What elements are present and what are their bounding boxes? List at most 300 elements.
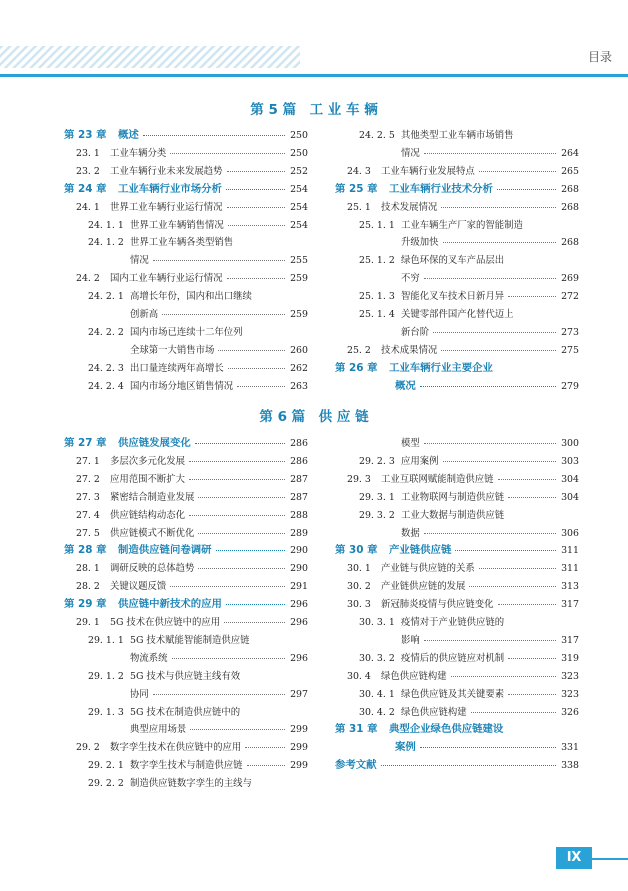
toc-entry [335,324,579,341]
toc-leader-dots [228,368,285,369]
toc-entry [64,650,308,667]
toc-entry-number: 30. 2 [347,581,371,593]
toc-entry [335,342,579,359]
toc-entry-number: 第 26 章 [335,361,378,374]
toc-leader-dots [189,515,285,516]
toc-entry-title: 工业车辆行业主要企业 [389,361,493,374]
toc-entry-title: 工业车辆行业技术分析 [389,182,493,195]
toc-leader-dots [216,550,285,551]
toc-entry-title: 典型应用场景 [130,724,187,736]
toc-entry-title: 5G 技术在供应链中的应用 [110,617,221,628]
toc-entry [64,721,308,738]
toc-page-number: 304 [561,491,579,503]
toc-chapter-entry [335,360,579,377]
toc-leader-dots [479,171,556,172]
toc-leader-dots [508,694,556,695]
toc-entry-title: 绿色供应链构建 [381,670,447,682]
toc-entry-number: 第 30 章 [335,544,378,557]
toc-entry-title: 供应链模式不断优化 [110,527,195,539]
toc-leader-dots [170,586,285,587]
toc-leader-dots [424,443,556,444]
toc-entry-title: 5G 技术赋能智能制造供应链 [130,634,250,646]
toc-leader-dots [227,278,285,279]
toc-entry-title: 制造供应链问卷调研 [118,544,212,557]
toc-entry [335,453,579,470]
part-title-6: 第 6 篇 供 应 链 [259,409,369,425]
toc-entry-title: 工业车辆生产厂家的智能制造 [401,219,523,231]
page-number-tab: Ⅸ [556,847,592,869]
toc-page-number: 290 [290,545,308,557]
toc-leader-dots [198,568,285,569]
toc-entry-number: 第 27 章 [64,437,107,449]
toc-entry-number: 25. 2 [347,344,371,356]
toc-entry [335,288,579,305]
toc-page-number: 297 [290,688,308,700]
toc-entry [335,270,579,287]
toc-page-number: 311 [561,545,579,557]
toc-entry-number: 29. 1 [76,617,100,628]
toc-entry [335,234,579,251]
toc-entry-title: 应用范围不断扩大 [110,473,186,485]
toc-entry-number: 24. 2. 3 [88,362,124,374]
toc-entry-title: 技术发展情况 [381,201,438,213]
toc-leader-dots [226,604,285,605]
toc-entry-number: 25. 1. 1 [359,219,395,231]
toc-leader-dots [498,604,556,605]
toc-page-number: 296 [290,599,308,611]
toc-entry-number: 29. 1. 3 [88,706,124,718]
toc-entry-number: 第 23 章 [64,129,107,141]
toc-entry [335,525,579,542]
toc-leader-dots [153,260,285,261]
toc-entry-title: 国内市场已连续十二年位列 [130,326,243,338]
toc-entry-title: 情况 [130,255,149,267]
toc-entry [64,739,308,756]
toc-entry-title: 工业车辆行业未来发展趋势 [110,165,223,177]
toc-entry-title: 案例 [395,741,416,754]
toc-chapter-entry [64,542,308,559]
toc-entry [64,578,308,595]
toc-entry-title: 智能化叉车技术日新月异 [401,291,505,303]
toc-page-number: 268 [561,237,579,249]
toc-page-number: 319 [561,652,579,664]
toc-page-number: 288 [290,509,308,521]
toc-entry [335,668,579,685]
toc-leader-dots [433,332,556,333]
toc-page-number: 250 [290,130,308,141]
toc-entry [64,145,308,162]
toc-entry-number: 29. 2. 2 [88,778,124,790]
toc-entry-title: 5G 技术与供应链主线有效 [130,670,241,682]
toc-leader-dots [420,747,556,748]
toc-leader-dots [497,189,556,190]
toc-entry-title: 疫情后的供应链应对机制 [401,652,505,664]
toc-entry-number: 30. 3 [347,599,371,611]
toc-entry-title: 国内工业车辆行业运行情况 [110,273,223,285]
toc-entry [335,199,579,216]
toc-entry-number: 30. 3. 1 [359,617,395,628]
toc-entry-number: 30. 1 [347,563,371,575]
toc-page-number: 289 [290,527,308,539]
toc-page-number: 287 [290,473,308,485]
toc-entry [64,614,308,631]
toc-page-number: 275 [561,344,579,356]
toc-entry [335,306,579,323]
toc-entry-number: 29. 2. 1 [88,760,124,772]
toc-entry [335,252,579,269]
toc-entry-number: 29. 3. 2 [359,509,395,521]
toc-entry-title: 紧密结合制造业发展 [110,491,195,503]
toc-entry-title: 参考文献 [335,759,377,772]
toc-entry-number: 28. 1 [76,563,100,575]
toc-leader-dots [508,497,556,498]
toc-leader-dots [455,550,556,551]
toc-page-number: 299 [290,742,308,754]
toc-leader-dots [381,765,556,766]
toc-page-number: 260 [290,344,308,356]
toc-page-number: 323 [561,670,579,682]
toc-entry-title: 新台阶 [401,326,430,338]
toc-chapter-entry [64,181,308,198]
toc-page-number: 272 [561,291,579,303]
toc-page-number: 338 [561,760,579,772]
toc-entry-title: 物流系统 [130,652,168,664]
toc-entry [64,453,308,470]
toc-leader-dots [508,658,556,659]
toc-entry [335,435,579,452]
toc-leader-dots [443,242,556,243]
toc-leader-dots [190,729,285,730]
toc-entry-title: 出口量连续两年高增长 [130,362,224,374]
toc-leader-dots [237,386,285,387]
toc-entry [335,127,579,144]
toc-entry [335,650,579,667]
toc-entry-number: 24. 3 [347,165,371,177]
toc-entry-number: 30. 4. 1 [359,688,395,700]
toc-entry-title: 全球第一大销售市场 [130,344,215,356]
toc-entry-title: 国内市场分地区销售情况 [130,380,234,392]
toc-entry-number: 第 29 章 [64,598,107,611]
toc-chapter-entry [64,127,308,144]
toc-page-number: 259 [290,273,308,285]
toc-entry [64,378,308,395]
toc-entry-title: 供应链中新技术的应用 [118,598,222,611]
toc-entry [335,163,579,180]
toc-entry [335,217,579,234]
toc-entry-title: 世界工业车辆各类型销售 [130,237,234,249]
toc-chapter-entry [335,181,579,198]
toc-page-number: 291 [290,581,308,593]
toc-chapter-entry [64,596,308,613]
toc-entry-title: 供应链结构动态化 [110,509,186,521]
toc-entry-number: 23. 1 [76,147,100,159]
toc-entry-number: 29. 3 [347,473,371,485]
toc-page-number: 300 [561,438,579,449]
toc-page-number: 286 [290,455,308,467]
toc-page-number: 269 [561,273,579,285]
toc-entry [335,489,579,506]
toc-entry [64,288,308,305]
toc-entry [335,578,579,595]
toc-page-number: 323 [561,688,579,700]
toc-leader-dots [228,225,285,226]
toc-entry-number: 24. 1. 1 [88,219,124,231]
toc-entry-title: 数字孪生技术与制造供应链 [130,760,243,772]
toc-entry-title: 产业链供应链的发展 [381,581,466,593]
toc-entry [64,270,308,287]
toc-leader-dots [227,207,285,208]
toc-entry-title: 产业链与供应链的关系 [381,563,475,575]
toc-entry-number: 27. 1 [76,455,100,467]
toc-page-number: 296 [290,617,308,628]
toc-entry-title: 产业链供应链 [389,544,452,557]
toc-entry-number: 24. 2. 2 [88,326,124,338]
toc-entry-number: 28. 2 [76,581,100,593]
toc-entry-number: 25. 1. 3 [359,291,395,303]
toc-entry-number: 30. 4 [347,670,371,682]
toc-entry [64,360,308,377]
toc-page-number: 255 [290,255,308,267]
toc-leader-dots [441,350,556,351]
toc-leader-dots [424,278,556,279]
toc-entry [335,632,579,649]
toc-entry [64,686,308,703]
toc-entry-number: 29. 1. 2 [88,670,124,682]
toc-entry-title: 不穷 [401,273,420,285]
part-title-5: 第 5 篇 工 业 车 辆 [250,102,378,118]
toc-leader-dots [469,586,556,587]
toc-page-number: 268 [561,183,579,195]
toc-chapter-entry [335,757,579,774]
toc-entry-title: 新冠肺炎疫情与供应链变化 [381,599,494,611]
toc-entry-number: 29. 2. 3 [359,455,395,467]
toc-entry [64,632,308,649]
toc-entry-number: 24. 2. 1 [88,291,124,303]
toc-entry-title: 应用案例 [401,455,439,467]
toc-leader-dots [451,676,556,677]
toc-entry-title: 典型企业绿色供应链建设 [389,723,504,736]
toc-leader-dots [153,694,285,695]
toc-entry-title: 关键零部件国产化替代迈上 [401,309,514,320]
toc-page-number: 263 [290,380,308,392]
toc-entry [335,614,579,631]
toc-entry [335,704,579,721]
toc-leader-dots [195,443,285,444]
toc-page-number: 317 [561,599,579,611]
toc-entry-number: 第 25 章 [335,182,378,195]
toc-entry-number: 24. 2. 5 [359,130,395,141]
toc-entry [64,306,308,323]
toc-entry-number: 第 28 章 [64,544,107,557]
toc-page-number: 311 [561,563,579,575]
toc-entry-title: 关键议题反馈 [110,581,167,593]
toc-entry [64,163,308,180]
header-title: 目录 [587,50,612,64]
toc-entry-title: 其他类型工业车辆市场销售 [401,130,514,141]
toc-leader-dots [508,296,556,297]
toc-page-number: 250 [290,147,308,159]
toc-entry-title: 多层次多元化发展 [110,455,186,467]
toc-entry-number: 第 31 章 [335,723,378,736]
toc-entry-title: 模型 [401,438,420,449]
toc-entry-title: 绿色环保的叉车产品层出 [401,255,505,267]
toc-page-number: 296 [290,652,308,664]
toc-entry-number: 25. 1 [347,201,371,213]
toc-page-number: 326 [561,706,579,718]
toc-page-number: 259 [290,309,308,320]
toc-entry-title: 数字孪生技术在供应链中的应用 [110,742,242,754]
toc-page-number: 254 [290,219,308,231]
toc-leader-dots [245,747,285,748]
toc-entry-title: 数据 [401,527,420,539]
toc-page-number: 317 [561,634,579,646]
toc-entry-title: 创新高 [130,309,159,320]
toc-page-number: 254 [290,201,308,213]
toc-page-number: 331 [561,742,579,754]
toc-leader-dots [443,461,556,462]
toc-leader-dots [424,640,556,641]
toc-entry-number: 25. 1. 4 [359,309,395,320]
toc-page-number: 290 [290,563,308,575]
toc-leader-dots [424,153,556,154]
toc-page-number: 262 [290,362,308,374]
toc-entry-number: 25. 1. 2 [359,255,395,267]
toc-page-number: 303 [561,455,579,467]
toc-entry-title: 影响 [401,634,420,646]
toc-entry-title: 升级加快 [401,237,439,249]
toc-leader-dots [189,479,285,480]
toc-entry-number: 29. 1. 1 [88,634,124,646]
toc-leader-dots [441,207,556,208]
toc-leader-dots [162,314,285,315]
toc-entry [64,234,308,251]
toc-page-number: 299 [290,760,308,772]
toc-entry [64,668,308,685]
toc-entry-number: 30. 4. 2 [359,706,395,718]
toc-entry-number: 27. 2 [76,473,100,485]
toc-entry-title: 工业车辆行业市场分析 [118,182,222,195]
toc-chapter-entry [335,739,579,756]
toc-leader-dots [247,765,285,766]
toc-entry-title: 工业大数据与制造供应链 [401,509,505,521]
toc-leader-dots [224,622,285,623]
toc-leader-dots [143,135,285,136]
toc-entry [64,507,308,524]
toc-entry [64,525,308,542]
toc-page-number: 273 [561,326,579,338]
toc-page-number: 313 [561,581,579,593]
toc-page-number: 268 [561,201,579,213]
toc-page-number: 306 [561,527,579,539]
toc-entry-title: 疫情对于产业链供应链的 [401,617,505,628]
toc-entry-title: 概况 [395,379,416,392]
toc-page-number: 286 [290,438,308,449]
toc-entry-title: 绿色供应链及其关键要素 [401,688,505,700]
toc-entry [64,199,308,216]
toc-entry-title: 概述 [118,129,139,141]
toc-entry-title: 调研反映的总体趋势 [110,563,195,575]
toc-entry [64,217,308,234]
toc-entry-title: 制造供应链数字孪生的主线与 [130,778,252,790]
toc-entry-title: 协同 [130,688,149,700]
toc-entry [64,324,308,341]
toc-chapter-entry [335,542,579,559]
toc-entry-title: 高增长年份，国内和出口继续 [130,291,252,303]
toc-leader-dots [424,533,556,534]
toc-entry-title: 工业物联网与制造供应链 [401,491,505,503]
toc-page-number: 264 [561,147,579,159]
toc-leader-dots [170,153,285,154]
toc-entry-title: 情况 [401,147,420,159]
toc-chapter-entry [64,435,308,452]
toc-entry-title: 供应链发展变化 [118,437,191,449]
toc-entry [335,686,579,703]
toc-entry-number: 27. 4 [76,509,100,521]
toc-chapter-entry [335,721,579,738]
toc-entry [64,489,308,506]
toc-entry-title: 工业车辆分类 [110,147,167,159]
toc-entry-number: 23. 2 [76,165,100,177]
toc-leader-dots [479,568,556,569]
header-stripe-band [0,46,628,68]
toc-entry-number: 24. 2 [76,273,100,285]
toc-leader-dots [198,497,285,498]
toc-entry [335,145,579,162]
toc-entry [64,342,308,359]
toc-entry-title: 绿色供应链构建 [401,706,467,718]
toc-entry-title: 技术成果情况 [381,344,438,356]
toc-entry-title: 世界工业车辆销售情况 [130,219,224,231]
toc-entry [335,471,579,488]
toc-entry [335,596,579,613]
toc-entry-number: 24. 1. 2 [88,237,124,249]
toc-entry-number: 27. 3 [76,491,100,503]
toc-entry-title: 工业车辆行业发展特点 [381,165,475,177]
header-rule [0,74,628,77]
toc-leader-dots [172,658,285,659]
toc-entry-number: 29. 3. 1 [359,491,395,503]
toc-page-number: 287 [290,491,308,503]
toc-entry [64,704,308,721]
toc-entry [64,560,308,577]
toc-entry [64,252,308,269]
toc-entry-number: 30. 3. 2 [359,652,395,664]
toc-page-number: 279 [561,380,579,392]
toc-leader-dots [198,533,285,534]
toc-entry-title: 5G 技术在制造供应链中的 [130,706,241,718]
toc-entry [335,507,579,524]
toc-leader-dots [471,712,556,713]
toc-entry-number: 24. 1 [76,201,100,213]
footer-rule [592,858,628,860]
toc-leader-dots [420,386,556,387]
toc-entry-title: 世界工业车辆行业运行情况 [110,201,223,213]
toc-leader-dots [226,189,285,190]
toc-entry-number: 29. 2 [76,742,100,754]
toc-page-number: 265 [561,165,579,177]
toc-leader-dots [498,479,556,480]
toc-chapter-entry [335,378,579,395]
toc-page-number: 299 [290,724,308,736]
toc-leader-dots [227,171,285,172]
toc-entry [64,775,308,792]
toc-page-number: 252 [290,165,308,177]
toc-page-number: 254 [290,183,308,195]
toc-entry-number: 第 24 章 [64,182,107,195]
toc-leader-dots [189,461,285,462]
toc-page-number: 304 [561,473,579,485]
toc-entry [64,757,308,774]
